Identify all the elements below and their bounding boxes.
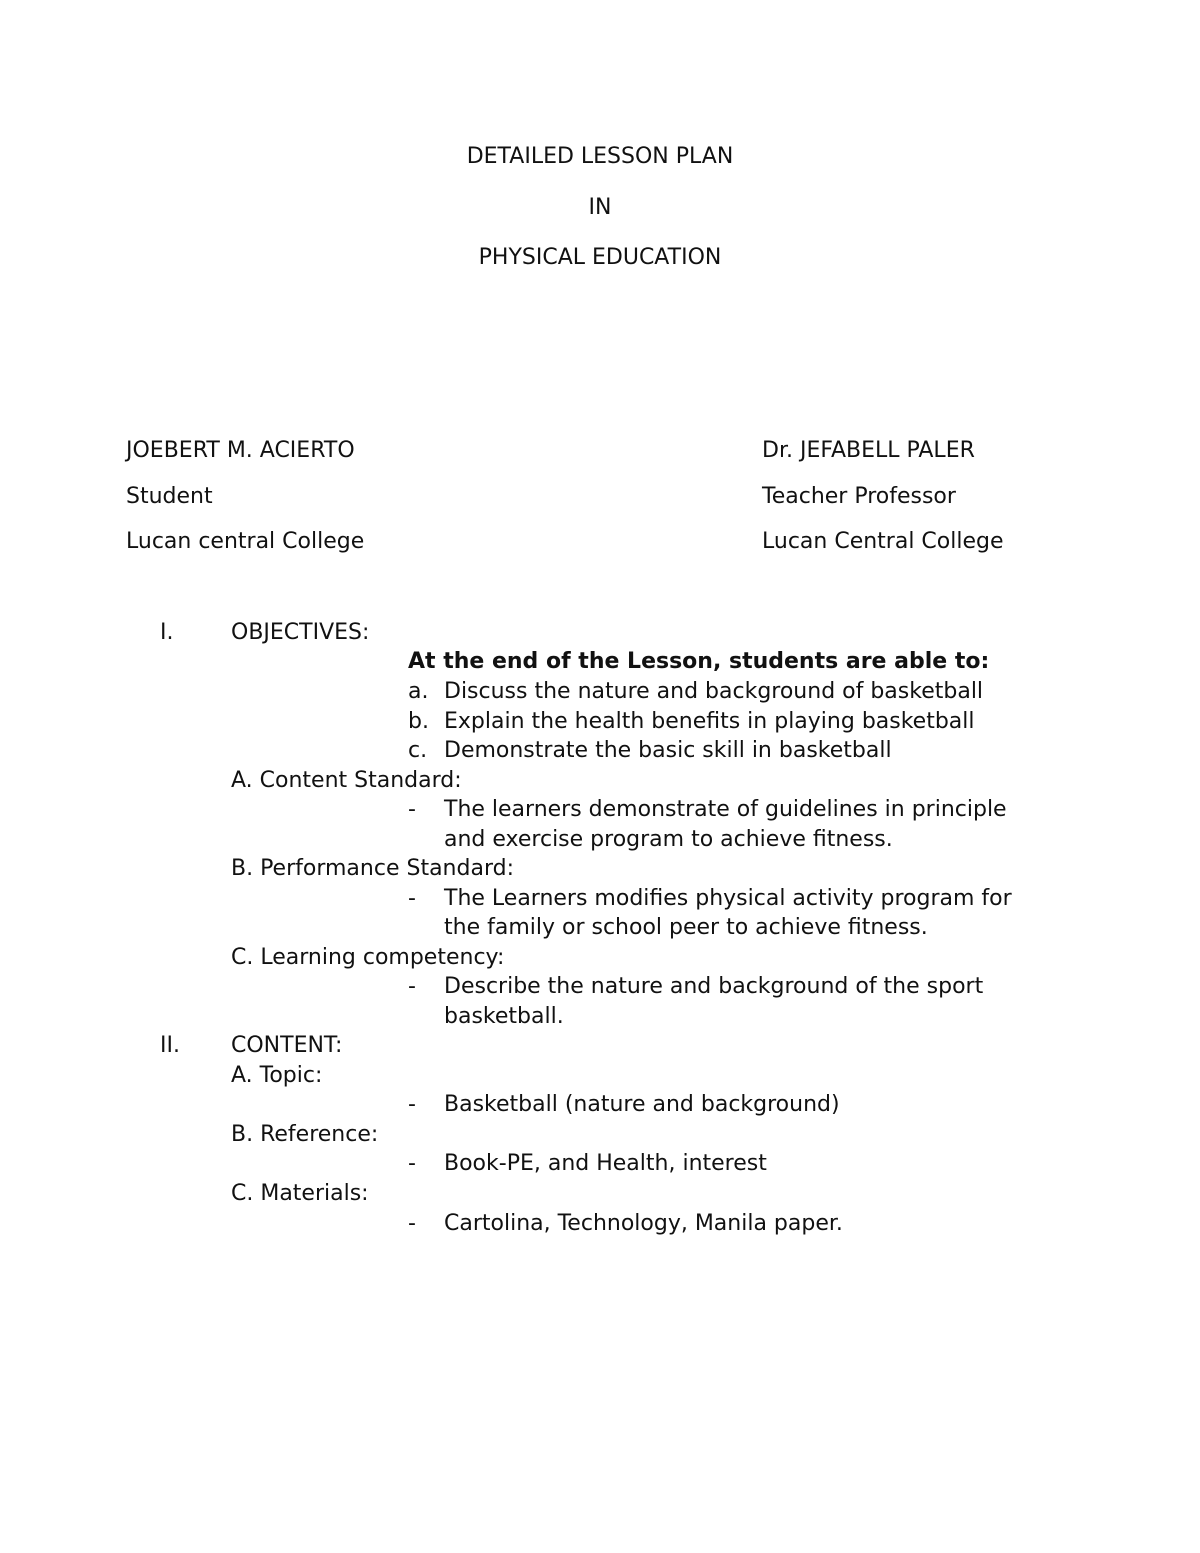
reference-label: B. Reference: — [231, 1122, 379, 1147]
content-standard-text-line-2: and exercise program to achieve fitness. — [444, 827, 893, 852]
reference-text: Book-PE, and Health, interest — [444, 1151, 767, 1176]
section-2-heading: CONTENT: — [231, 1033, 343, 1058]
bullet-dash: - — [408, 886, 416, 911]
section-1-numeral: I. — [160, 620, 174, 645]
teacher-school: Lucan Central College — [762, 529, 1004, 554]
performance-standard-label: B. Performance Standard: — [231, 856, 514, 881]
materials-text: Cartolina, Technology, Manila paper. — [444, 1211, 843, 1236]
performance-standard-text-line-2: the family or school peer to achieve fitness. — [444, 915, 928, 940]
teacher-name: Dr. JEFABELL PALER — [762, 438, 975, 463]
topic-text: Basketball (nature and background) — [444, 1092, 840, 1117]
bullet-dash: - — [408, 1211, 416, 1236]
objectives-intro: At the end of the Lesson, students are able to: — [408, 649, 990, 674]
content-standard-label: A. Content Standard: — [231, 768, 462, 793]
section-2-numeral: II. — [160, 1033, 180, 1058]
content-standard-text-line-1: The learners demonstrate of guidelines in principle — [444, 797, 1007, 822]
objective-text: Discuss the nature and background of basketball — [444, 679, 984, 704]
objective-marker: a. — [408, 679, 429, 704]
section-1-heading: OBJECTIVES: — [231, 620, 370, 645]
student-name: JOEBERT M. ACIERTO — [126, 438, 355, 463]
objective-text: Explain the health benefits in playing basketball — [444, 709, 975, 734]
materials-label: C. Materials: — [231, 1181, 369, 1206]
objective-text: Demonstrate the basic skill in basketball — [444, 738, 892, 763]
title-line-2: IN — [588, 195, 612, 220]
student-school: Lucan central College — [126, 529, 365, 554]
topic-label: A. Topic: — [231, 1063, 323, 1088]
bullet-dash: - — [408, 1151, 416, 1176]
learning-competency-text-line-2: basketball. — [444, 1004, 564, 1029]
bullet-dash: - — [408, 797, 416, 822]
learning-competency-text-line-1: Describe the nature and background of the sport — [444, 974, 984, 999]
title-line-1: DETAILED LESSON PLAN — [466, 144, 734, 169]
bullet-dash: - — [408, 1092, 416, 1117]
teacher-role: Teacher Professor — [762, 484, 956, 509]
student-role: Student — [126, 484, 213, 509]
objective-marker: c. — [408, 738, 428, 763]
title-line-3: PHYSICAL EDUCATION — [478, 245, 722, 270]
performance-standard-text-line-1: The Learners modifies physical activity program for — [444, 886, 1012, 911]
objective-marker: b. — [408, 709, 429, 734]
bullet-dash: - — [408, 974, 416, 999]
learning-competency-label: C. Learning competency: — [231, 945, 505, 970]
